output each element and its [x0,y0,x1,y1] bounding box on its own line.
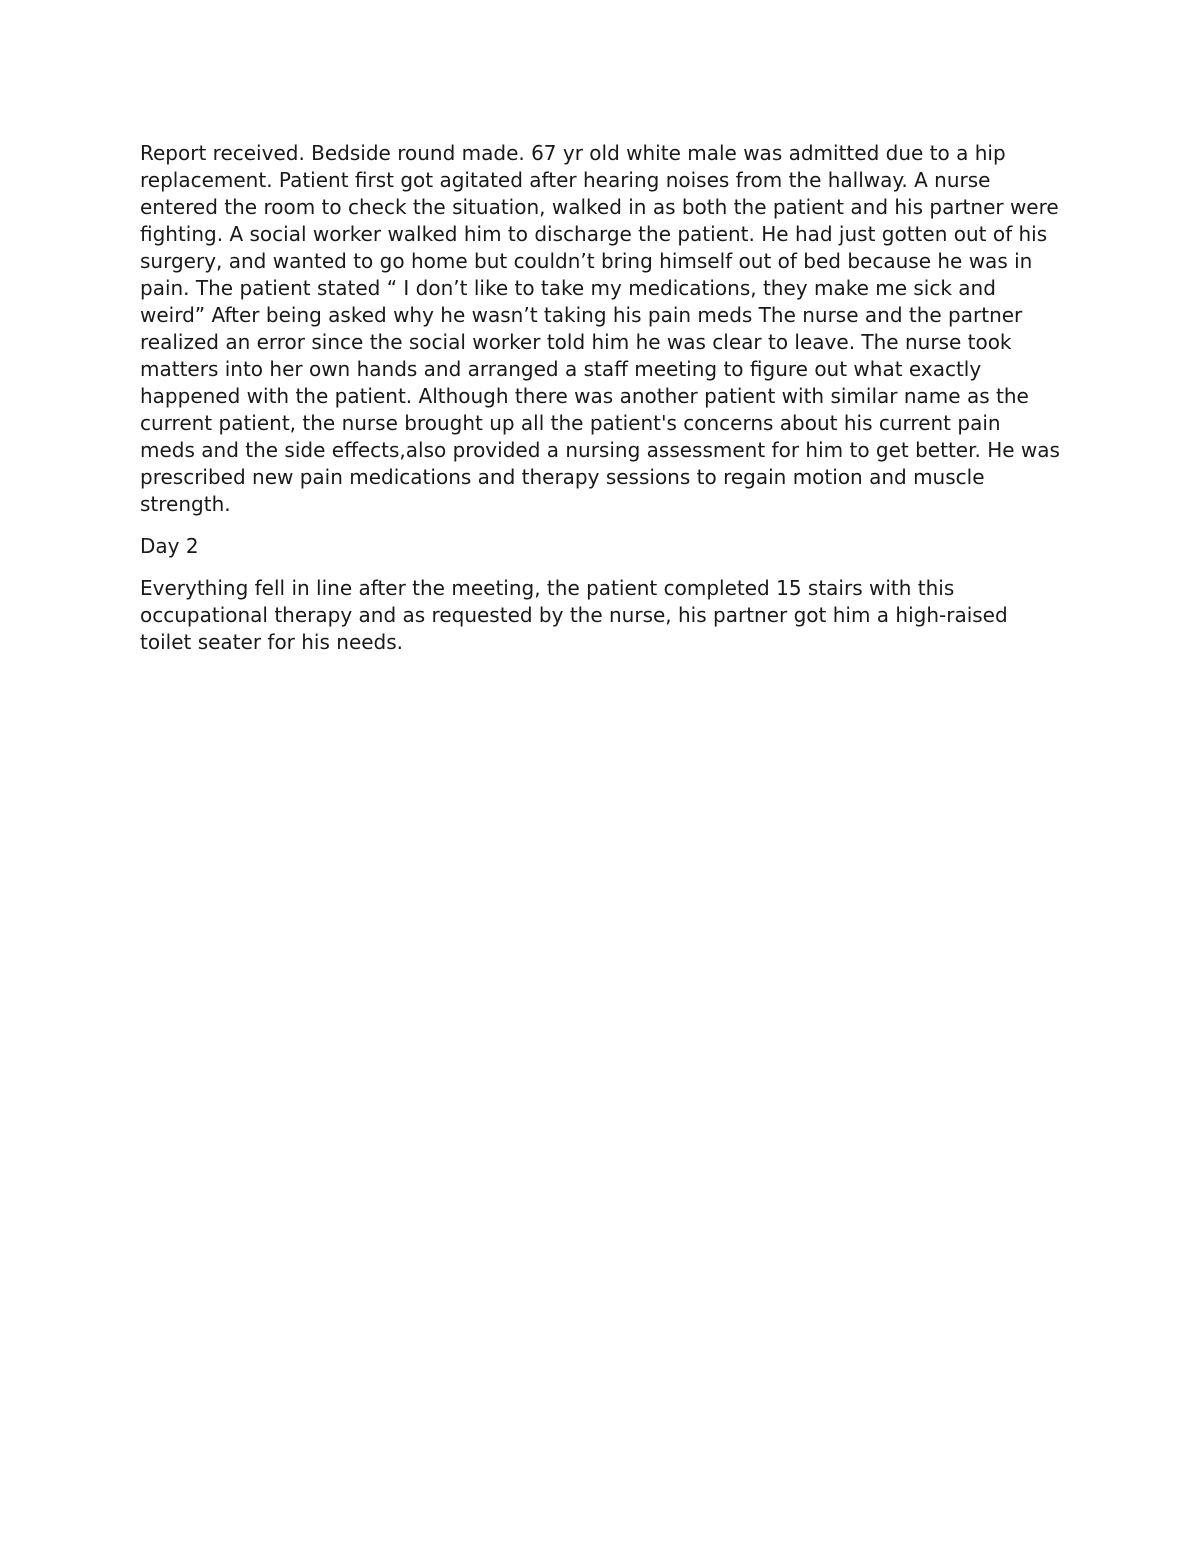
paragraph-day2-notes: Everything fell in line after the meeting, the patient completed 15 stairs with this occupational therapy and as requested by the nurse, his partner got him a high-raised toilet seater for his needs. [140,576,1008,654]
paragraph-report: Report received. Bedside round made. 67 yr old white male was admitted due to a hip replacement. Patient first got agitated after hearing noises from the hallway. A nurse entered the room to check the situation, walked in as both the patient and his partner were fighting. A social worker walked him to discharge the patient. He had just gotten out of his surgery, and wanted to go home but couldn’t bring himself out of bed because he was in pain. The patient stated “ I don’t like to take my medications, they make me sick and weird” After being asked why he wasn’t taking his pain meds The nurse and the partner realized an error since the social worker told him he was clear to leave. The nurse took matters into her own hands and arranged a staff meeting to figure out what exactly happened with the patient. Although there was another patient with similar name as the current patient, the nurse brought up all the patient's concerns about his current pain meds and the side effects,also provided a nursing assessment for him to get better. He was prescribed new pain medications and therapy sessions to regain motion and muscle strength. [140,141,1060,516]
paragraph-day-heading: Day 2 [140,534,199,558]
document-body [140,140,1060,671]
